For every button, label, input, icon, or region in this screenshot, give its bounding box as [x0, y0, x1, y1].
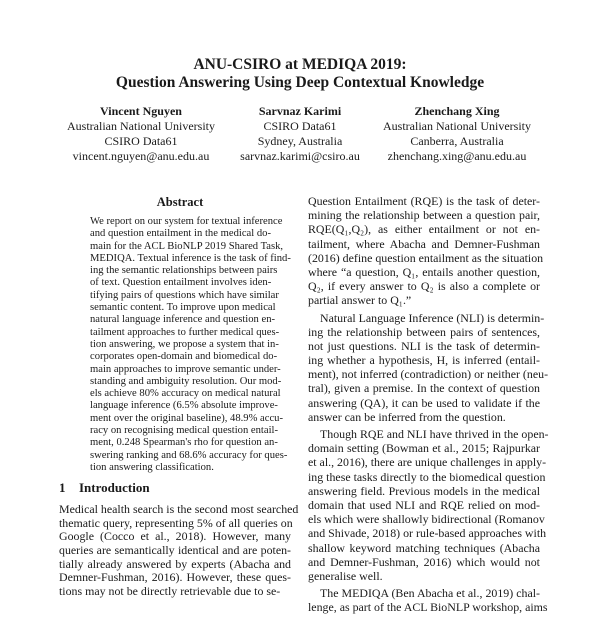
text-line: lenge, as part of the ACL BioNLP workshop, aims: [308, 600, 548, 615]
introduction-heading: [59, 480, 150, 496]
text-line: ing the relationship between pairs of sentences,: [308, 324, 540, 339]
text-line: main approaches to improve semantic under-: [90, 363, 281, 375]
text-line: Google (Cocco et al., 2018). However, many: [59, 529, 291, 544]
text-line: answering field. Previous models in the medical: [308, 483, 540, 498]
text-line: where “a question, Q₁, entails another question,: [308, 264, 540, 279]
text-line: mining the relationship between a question pair,: [308, 208, 540, 223]
abstract-body: [90, 216, 291, 477]
author-3: [357, 104, 557, 164]
paragraph: [308, 427, 549, 583]
text-line: generalise well.: [308, 568, 383, 583]
text-line: of text. Question entailment involves iden-: [90, 277, 272, 289]
author-email: zhenchang.xing@anu.edu.au: [387, 149, 527, 163]
author-affiliation: Canberra, Australia: [410, 134, 504, 148]
text-line: standing and ambiguity resolution. Our mod-: [90, 375, 282, 387]
text-line: Medical health search is the second most searched: [59, 502, 299, 516]
text-line: RQE(Q₁,Q₂), as either entailment or not en-: [308, 222, 540, 237]
paragraph: [308, 586, 548, 615]
text-line: et al., 2016), there are unique challenges in apply-: [308, 455, 547, 470]
author-name: Sarvnaz Karimi: [258, 104, 342, 118]
text-line: tion answering, we propose a system that in-: [90, 338, 279, 350]
text-line: semantic content. To improve upon medical: [90, 302, 276, 314]
text-line: and Shivade, 2018) or rule-based approaches with: [308, 526, 547, 541]
author-name: Vincent Nguyen: [100, 104, 182, 118]
section-title: Introduction: [79, 480, 150, 495]
text-line: and Demner-Fushman, 2016) which would not: [308, 554, 540, 569]
text-line: ment), not inferred (contradiction) or neither (neu-: [308, 367, 549, 382]
text-line: ing these tasks directly to the biomedical question: [308, 469, 546, 484]
author-affiliation: CSIRO Data61: [263, 119, 337, 133]
text-line: (2016) define question entailment as the situation: [308, 250, 544, 265]
author-affiliation: CSIRO Data61: [104, 134, 178, 148]
author-name: Zhenchang Xing: [414, 104, 500, 118]
text-line: natural language inference and question en-: [90, 314, 276, 326]
author-affiliation: Australian National University: [383, 119, 531, 133]
paper-title-line-1: ANU-CSIRO at MEDIQA 2019:: [193, 56, 407, 73]
text-line: answer can be inferred from the question.: [308, 409, 506, 424]
paragraph: [308, 194, 544, 308]
author-affiliation: Sydney, Australia: [257, 134, 343, 148]
text-line: Q₂, if every answer to Q₂ is also a complete or: [308, 279, 540, 294]
text-line: ment, 0.248 Spearman's rho for question an-: [90, 437, 278, 449]
text-line: racy on recognising medical question entail-: [90, 425, 278, 437]
text-line: Natural Language Inference (NLI) is determin-: [320, 310, 545, 325]
text-line: Though RQE and NLI have thrived in the open-: [320, 427, 549, 441]
text-line: domain that used NLI and RQE relied on mod-: [308, 497, 540, 512]
text-line: ing the semantic relationships between pairs: [90, 265, 278, 277]
text-line: tially already answered by experts (Abacha and: [59, 556, 291, 571]
text-line: tailment approaches to further medical ques-: [90, 326, 280, 338]
text-line: ing whether a hypothesis, H, is inferred (entail-: [308, 353, 540, 368]
text-line: tion answering classification.: [90, 461, 214, 473]
paragraph: [308, 310, 549, 425]
text-line: tral), given a premise. In the context of question: [308, 381, 540, 396]
text-line: corporates open-domain and biomedical do-: [90, 351, 278, 363]
text-line: shallow keyword matching techniques (Abacha: [308, 540, 540, 555]
text-line: language inference (6.5% absolute improve-: [90, 400, 278, 412]
text-line: not just questions. NLI is the task of determin-: [308, 338, 540, 353]
introduction-body: [59, 502, 299, 602]
author-affiliation: Australian National University: [67, 119, 215, 133]
text-line: queries are semantically identical and are poten-: [59, 543, 291, 558]
text-line: tailment, where Abacha and Demner-Fushman: [308, 236, 540, 251]
text-line: thematic query, representing 5% of all queries on: [59, 515, 293, 530]
text-line: answering (QA), it can be used to validate if the: [308, 395, 540, 410]
text-line: main for the ACL BioNLP 2019 Shared Task,: [90, 240, 284, 252]
text-line: We report on our system for textual inference: [90, 216, 283, 227]
author-email: vincent.nguyen@anu.edu.au: [72, 149, 210, 163]
text-line: els achieve 80% accuracy on medical natural: [90, 388, 281, 400]
text-line: MEDIQA. Textual inference is the task of find-: [90, 252, 291, 264]
text-line: The MEDIQA (Ben Abacha et al., 2019) chal-: [320, 586, 540, 601]
text-line: ment over the original baseline), 48.9% accu-: [90, 412, 283, 424]
paragraph: [59, 502, 299, 599]
text-line: partial answer to Q₁.”: [308, 293, 412, 308]
text-line: and question entailment in the medical do-: [90, 228, 271, 240]
text-line: Demner-Fushman, 2016). However, these ques-: [59, 570, 291, 585]
text-line: els which were shallowly bidirectional (Romanov: [308, 512, 545, 527]
text-line: Question Entailment (RQE) is the task of deter-: [308, 194, 540, 208]
text-line: tions may not be directly retrievable due to se-: [59, 584, 281, 599]
text-line: domain setting (Bowman et al., 2015; Rajpurkar: [308, 441, 540, 456]
paragraph: [90, 216, 291, 474]
section-number: 1: [59, 480, 66, 495]
paper-title-line-2: Question Answering Using Deep Contextual Knowledge: [115, 74, 485, 91]
author-email: sarvnaz.karimi@csiro.au: [240, 149, 360, 163]
text-line: swering ranking and 68.6% accuracy for ques-: [90, 449, 288, 461]
right-column-body: [308, 194, 549, 617]
abstract-heading: Abstract: [156, 195, 204, 209]
text-line: tifying pairs of questions which have similar: [90, 289, 279, 301]
